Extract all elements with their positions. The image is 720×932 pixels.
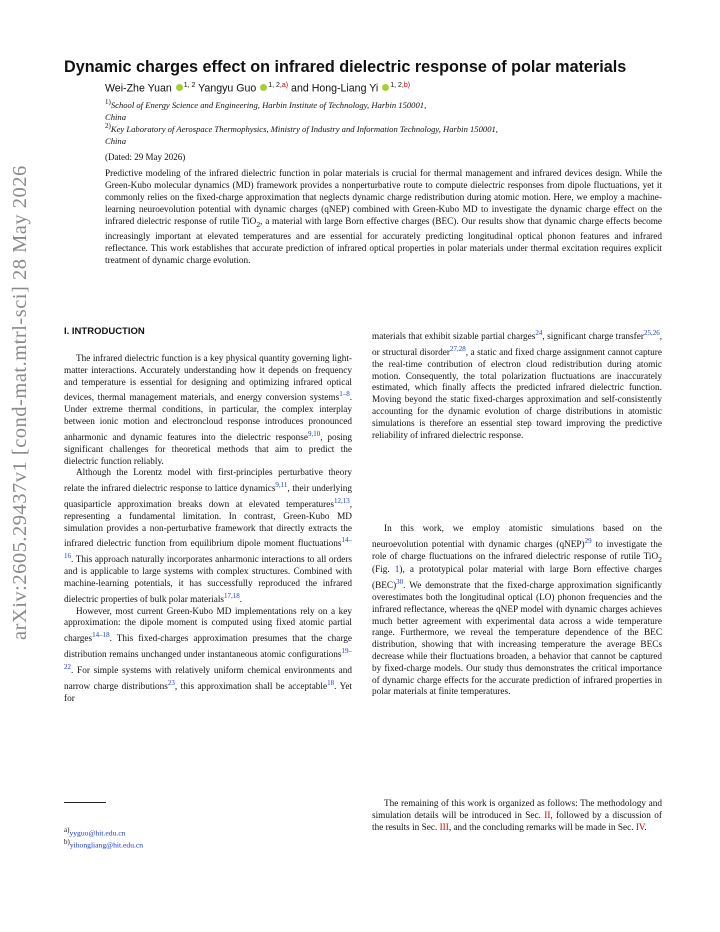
- paragraph: [64, 468, 352, 606]
- text: , followed by a discussion of the results in Sec.: [372, 810, 662, 833]
- right-column-paragraph-3: [372, 799, 662, 834]
- paragraph: [372, 524, 662, 699]
- paragraph: [372, 799, 662, 834]
- text: , their underlying quasiparticle approximation breaks down at elevated temperatures: [64, 484, 352, 511]
- author-affil-mark: 1, 2,: [390, 82, 404, 89]
- author-note-mark[interactable]: a): [281, 82, 289, 89]
- text: to investigate the role of charge fluctuations on the infrared dielectric response of rutile TiO: [372, 539, 662, 562]
- author-name: Wei-Zhe Yuan: [105, 82, 172, 95]
- text: . For simple systems with relatively uniform chemical environments and narrow charge distributions: [64, 666, 352, 692]
- footnote-mark: a): [64, 826, 70, 834]
- orcid-icon[interactable]: [176, 84, 183, 91]
- text: , a static and fixed charge assignment cannot capture the real-time contribution of electron cloud redistribution during atomic motion. Consequently, the total polarization fluctuations are inaccurately estimated, which finally affects the predicted infrared dielectric function. Moving beyond the static fixed-charges approximation and self-consistently accounting for the dynamic evolution of charge distributions in atomistic simulations is therefore an essential step toward improving the predictive reliability of infrared dielectric response.: [372, 347, 662, 441]
- paper-title: Dynamic charges effect on infrared dielectric response of polar materials: [64, 58, 627, 76]
- text: . Yet for: [64, 681, 352, 704]
- affiliation-2: [105, 120, 665, 147]
- citation-link[interactable]: 9,11: [275, 481, 288, 490]
- paragraph: [64, 607, 352, 706]
- text: (Fig.: [372, 565, 395, 576]
- citation-link[interactable]: 1–8: [339, 390, 350, 399]
- citation-link[interactable]: 14–16: [64, 536, 352, 561]
- affiliation-line: School of Energy Science and Engineering, Harbin Institute of Technology, Harbin 150001,: [110, 99, 427, 110]
- abstract-text: Predictive modeling of the infrared dielectric function in polar materials is crucial for thermal management and infrared devices design. While the Green-Kubo molecular dynamics (MD) framework provides a nonperturbative route to compute dielectric responses from dipole fluctuations, yet it commonly relies on the fixed-charge approximation that neglects dynamic charge redistribution during atomic motion. Here, we employ a machine-learning neuroevolution potential with dynamic charges (qNEP) combined with Green-Kubo MD to investigate the dynamic charge effect on the infrared dielectric response of rutile TiO: [105, 169, 662, 228]
- text: The remaining of this work is organized as follows: The methodology and simulation details will be introduced in Sec.: [372, 799, 662, 821]
- abstract-subscript: 2: [256, 220, 261, 230]
- footnote-mark: b): [64, 838, 70, 846]
- footnote: [64, 826, 125, 838]
- text: .: [239, 594, 243, 605]
- citation-link[interactable]: 17,18: [224, 591, 240, 600]
- text: , and the concluding remarks will be made in Sec.: [448, 822, 636, 833]
- text: . Under extreme thermal conditions, in particular, the complex interplay between ionic motion and electroncloud response introduces pronounced anharmonic and dynamic features into the dielectric response: [64, 393, 352, 443]
- text: . This fixed-charges approximation presumes that the charge distribution remains unchanged under instantaneous atomic configurations: [64, 634, 352, 661]
- paragraph: [64, 354, 352, 468]
- affiliation-number: 1): [105, 98, 111, 106]
- footnote-divider: [64, 802, 106, 803]
- text: materials that exhibit sizable partial charges: [372, 332, 536, 343]
- citation-link[interactable]: 18: [327, 678, 335, 687]
- text: .: [644, 822, 647, 833]
- abstract-text: , a material with large Born effective charges (BEC). Our results show that dynamic charge effects become increasingly important at elevated temperatures and are essential for accurately predicting longitudinal optical phonon features and infrared reflectance. This work establishes that accurate prediction of infrared optical properties in polar materials under thermal excitation requires explicit treatment of dynamic charge evolution.: [105, 217, 662, 267]
- text: Although the Lorentz model with first-principles perturbative theory relate the infrared dielectric response to lattice dynamics: [64, 468, 352, 495]
- abstract: [105, 168, 662, 267]
- section-heading: I. INTRODUCTION: [64, 326, 145, 337]
- citation-link[interactable]: 9,10: [308, 429, 321, 438]
- text: , significant charge transfer: [542, 332, 644, 343]
- subscript: 2: [658, 554, 662, 564]
- author-affil-mark: 1, 2,: [268, 82, 282, 89]
- section-link[interactable]: IV: [635, 822, 645, 833]
- author-and: and: [291, 82, 309, 95]
- text: In this work, we employ atomistic simulations based on the neuroevolution potential with dynamic charges (qNEP): [372, 524, 662, 550]
- orcid-icon[interactable]: [382, 84, 389, 91]
- citation-link[interactable]: 12,13: [333, 497, 350, 505]
- affiliation-1: [105, 96, 665, 123]
- arxiv-identifier-stamp: arXiv:2605.29437v1 [cond-mat.mtrl-sci] 28 May 2026: [9, 165, 31, 640]
- author-note-mark[interactable]: b): [403, 82, 411, 89]
- citation-link[interactable]: 19–22: [64, 647, 352, 672]
- affiliation-number: 2): [105, 122, 111, 130]
- email-link[interactable]: yihongliang@hit.edu.cn: [69, 840, 144, 850]
- text: , this approximation shall be acceptable: [174, 681, 328, 692]
- footnote: [64, 838, 143, 850]
- citation-link[interactable]: 25,26: [643, 329, 660, 337]
- citation-link[interactable]: 23: [167, 678, 175, 687]
- text: , posing significant challenges for theoretical methods that aim to predict the dielectric function reliably.: [64, 432, 353, 467]
- section-link[interactable]: III: [439, 822, 449, 833]
- citation-link[interactable]: 29: [584, 536, 592, 545]
- text: , representing a fundamental limitation. In contrast, Green-Kubo MD simulation provides a non-perturbative framework that directly extracts the infrared dielectric function from equilibrium dipole moment fluctuations: [64, 500, 352, 550]
- text: The infrared dielectric function is a key physical quantity governing light-matter interactions. Accurately understanding how it depends on frequency and temperature is essential for designing and optimizing infrared optical devices, thermal management materials, and energy conversion systems: [64, 354, 352, 404]
- citation-link[interactable]: 14–18: [92, 631, 110, 640]
- affiliation-line: China: [105, 111, 127, 122]
- citation-link[interactable]: 24: [535, 329, 543, 337]
- right-column-continuation: [372, 328, 662, 442]
- paragraph: [372, 328, 662, 442]
- author-name: Hong-Liang Yi: [311, 82, 379, 95]
- affiliation-line: China: [105, 135, 127, 146]
- citation-link[interactable]: 30: [396, 578, 404, 587]
- author-list: [105, 82, 665, 95]
- author-affil-mark: 1, 2: [183, 82, 196, 89]
- citation-link[interactable]: 27,28: [449, 344, 466, 353]
- author-name: Yangyu Guo: [198, 82, 257, 95]
- text: ), a prototypical polar material with large Born effective charges (BEC): [372, 565, 662, 592]
- email-link[interactable]: yyguo@hit.edu.cn: [69, 828, 126, 838]
- date-line: (Dated: 29 May 2026): [105, 152, 186, 162]
- text: . This approach naturally incorporates anharmonic interactions to all orders and is applicable to large systems with complex structures. Combined with machine-learning potentials, it has successfully reproduced the infrared dielectric properties of bulk polar materials: [64, 555, 352, 605]
- text: However, most current Green-Kubo MD implementations rely on a key approximation: the dipole moment is computed using fixed atomic partial charges: [64, 606, 352, 645]
- left-column: [64, 354, 352, 706]
- right-column-paragraph-2: [372, 524, 662, 699]
- affiliation-line: Key Laboratory of Aerospace Thermophysics, Ministry of Industry and Information Technology, Harbin 150001,: [110, 123, 498, 134]
- section-link[interactable]: II: [544, 810, 551, 821]
- figure-link[interactable]: 1: [394, 565, 400, 576]
- text: , or structural disorder: [372, 332, 662, 358]
- text: . We demonstrate that the fixed-charge approximation significantly overestimates both the longitudinal optical (LO) phonon frequencies and the infrared reflectance, whereas the qNEP model with dynamic charges achieves much better agreement with experimental data across a wide temperature range. Furthermore, we reveal the temperature dependence of the BEC distribution, showing that with increasing temperature the average BECs decrease while their fluctuations broaden, a behavior that cannot be captured by fixed-charge models. Our study thus demonstrates the critical importance of dynamic charge effects for the accurate prediction of infrared properties in polar materials at finite temperatures.: [372, 581, 662, 698]
- orcid-icon[interactable]: [260, 84, 267, 91]
